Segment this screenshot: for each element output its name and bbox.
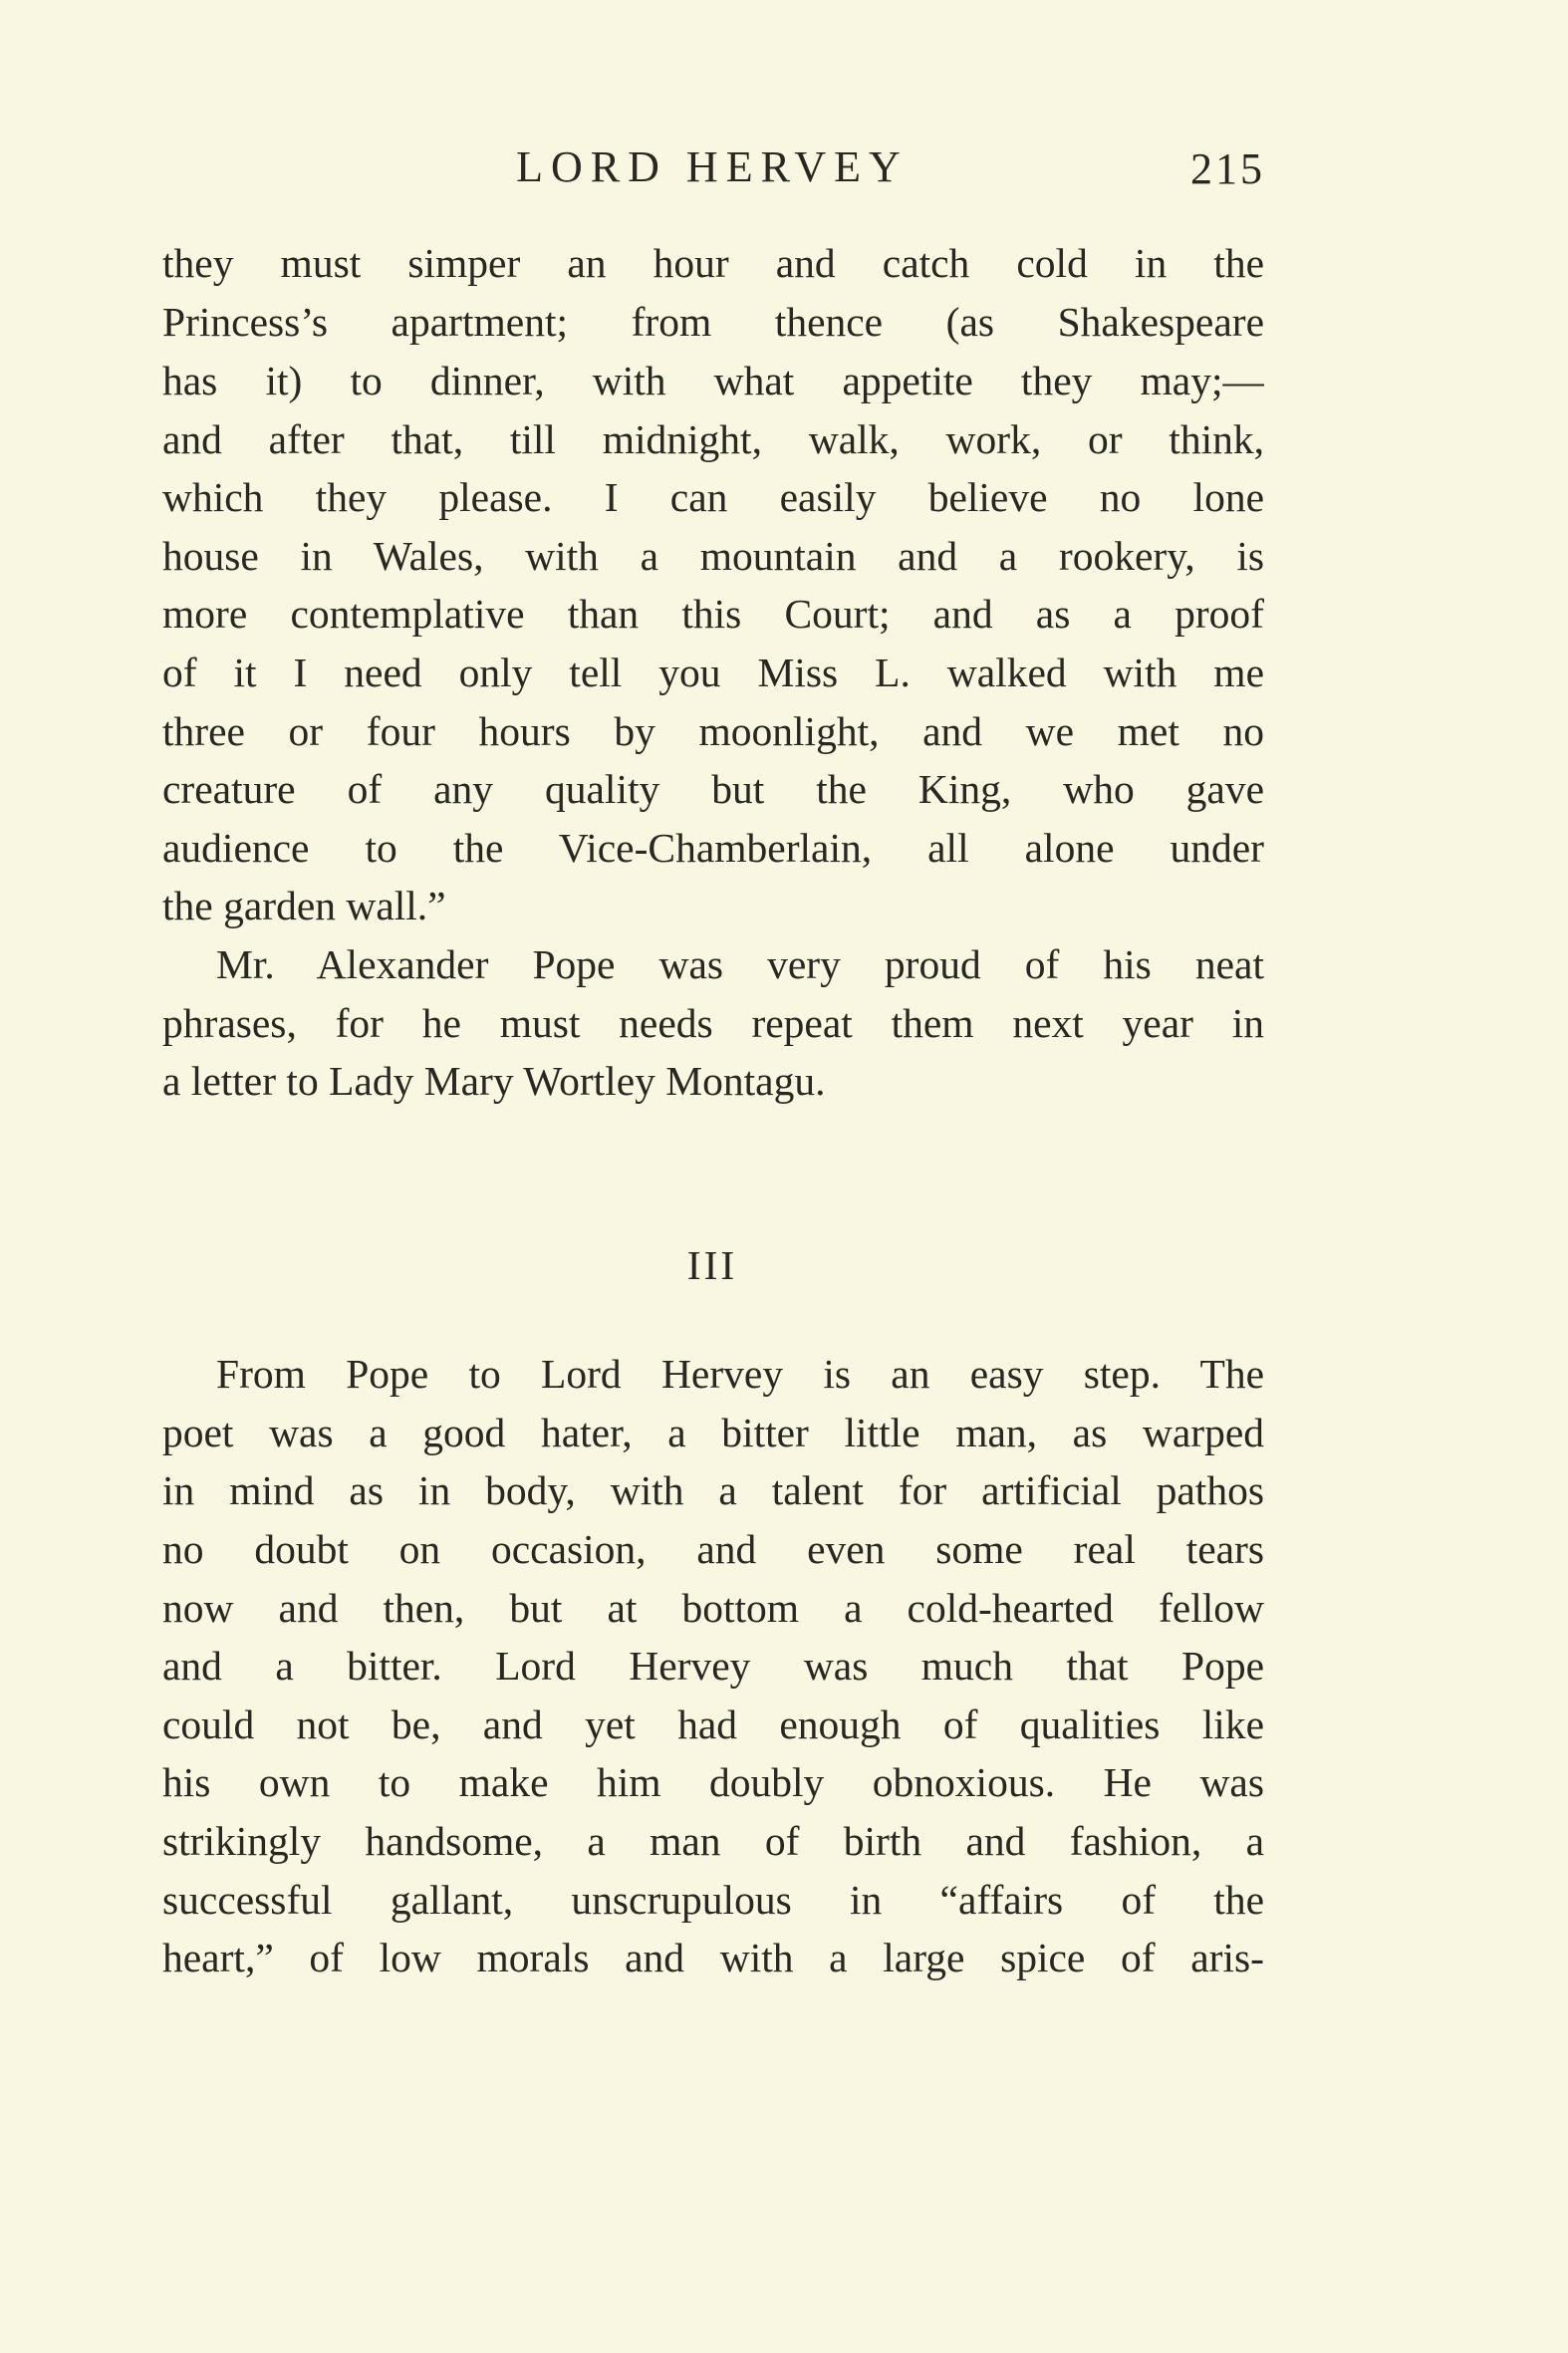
text-line: more contemplative than this Court; and as a proof	[162, 591, 1264, 637]
text-line: and after that, till midnight, walk, work, or think,	[162, 416, 1264, 462]
page-number: 215	[1190, 144, 1265, 193]
text-line: a letter to Lady Mary Wortley Montagu.	[162, 1058, 826, 1104]
text-line: could not be, and yet had enough of qualities like	[162, 1701, 1264, 1747]
text-line: now and then, but at bottom a cold-hearted fellow	[162, 1585, 1264, 1631]
text-line: no doubt on occasion, and even some real tears	[162, 1526, 1264, 1572]
text-line: the garden wall.”	[162, 883, 446, 928]
text-line: phrases, for he must needs repeat them next year in	[162, 1000, 1264, 1046]
text-line: has it) to dinner, with what appetite they may;—	[162, 358, 1264, 403]
text-line: heart,” of low morals and with a large spice of aris-	[162, 1935, 1264, 1980]
text-line: From Pope to Lord Hervey is an easy step. The	[216, 1351, 1264, 1397]
text-line: strikingly handsome, a man of birth and fashion, a	[162, 1818, 1264, 1864]
text-line: which they please. I can easily believe no lone	[162, 474, 1264, 520]
text-line: audience to the Vice-Chamberlain, all alone under	[162, 825, 1264, 871]
text-line: three or four hours by moonlight, and we met no	[162, 708, 1264, 754]
text-line: successful gallant, unscrupulous in “affairs of the	[162, 1877, 1264, 1923]
text-line: Mr. Alexander Pope was very proud of his neat	[216, 941, 1264, 987]
text-line: of it I need only tell you Miss L. walked with me	[162, 650, 1264, 695]
text-line: in mind as in body, with a talent for artificial pathos	[162, 1467, 1264, 1513]
text-line: Princess’s apartment; from thence (as Shakespeare	[162, 299, 1264, 345]
running-head	[159, 137, 1265, 197]
text-line: they must simper an hour and catch cold in the	[162, 240, 1264, 286]
running-title: LORD HERVEY	[516, 142, 909, 191]
text-line: house in Wales, with a mountain and a rookery, is	[162, 533, 1264, 579]
section-heading: III	[686, 1242, 738, 1288]
text-line: and a bitter. Lord Hervey was much that Pope	[162, 1643, 1264, 1689]
text-line: his own to make him doubly obnoxious. He was	[162, 1759, 1264, 1805]
text-line: poet was a good hater, a bitter little man, as warped	[162, 1410, 1264, 1455]
text-line: creature of any quality but the King, who gave	[162, 766, 1264, 812]
